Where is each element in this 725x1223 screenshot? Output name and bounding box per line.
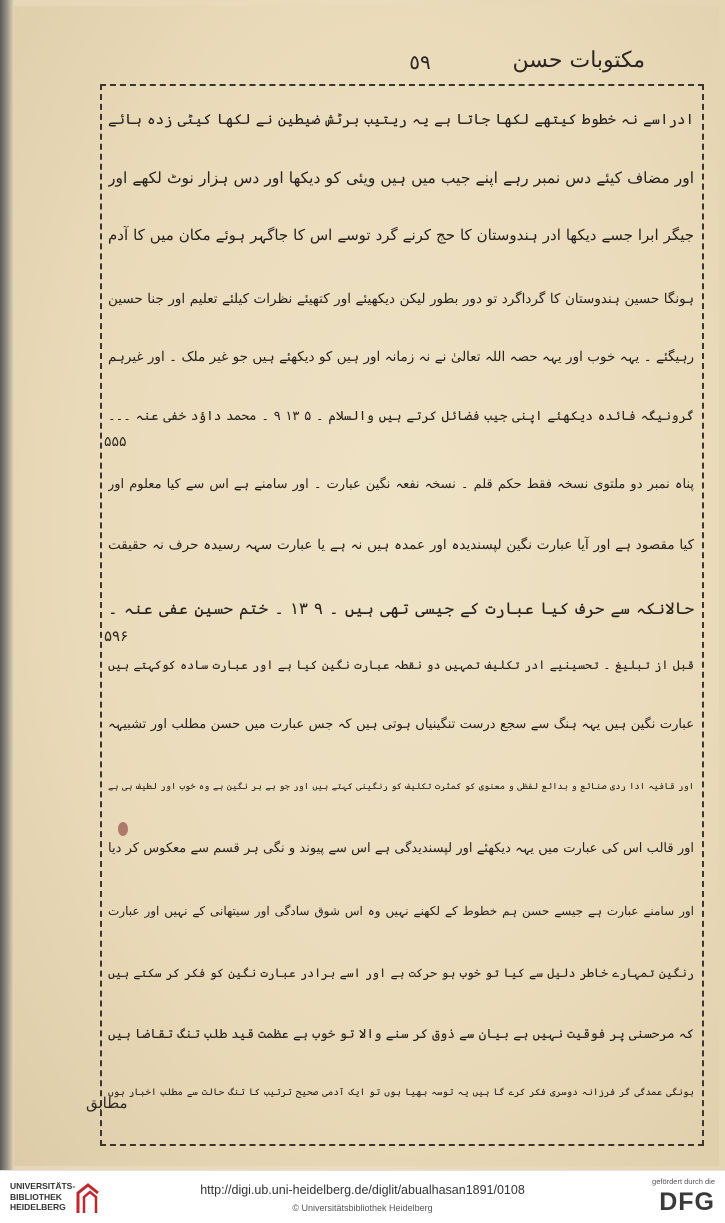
text-line: عبارت نگین ہیں یہہ ہنگ سے سجع درست تنگینیاں ہوتی ہیں کہ جس عبارت میں حسن مطلب اور تشبیہہ: [108, 717, 694, 732]
text-line: پناہ نمبر دو ملتوی نسخہ فقط حکم قلم ۔ نسخہ نفعہ نگین عبارت ۔ اور سامنے ہے اس سے کیا معلوم اور: [108, 477, 694, 492]
margin-note: مطابق: [86, 1094, 128, 1112]
text-line: کہ مرحسنی پر فوقیت نہیں ہے بیان سے ذوق کر سنے والا تو خوب ہے عظمت قید طلب تنگ تقاضا ہیں: [108, 1027, 694, 1042]
dfg-logo[interactable]: [623, 1177, 715, 1219]
text-line: حالانکہ سے حرف کیا عبارت کے جیسی تھی ہیں ۔ ۹ ۱۳ ۔ ختم حسین عفی عنہ ۔: [108, 599, 694, 618]
text-line: اور مضاف کیئے دس نمبر رہے اپنے جیب میں ہیں ویئی کو دیکھا اور دس ہزار نوٹ لکھے اور: [108, 169, 694, 187]
dfg-logo-icon: DFG: [659, 1188, 715, 1216]
text-line: ہونگا حسین ہندوستان کا گرداگرد تو دور بطور لیکن دیکھیئے اور کتھیئے نظرات کیلئے تعلیم اور جنا حسین: [108, 291, 694, 307]
text-line: رہیگئے ۔ یہہ خوب اور یہہ حصہ اللہ تعالیٰ نے نہ زمانہ اور ہیں کو دیکھئے ہیں جو غیر ملک ۔ اور غیرہم: [108, 349, 694, 365]
library-name-line: BIBLIOTHEK: [10, 1191, 62, 1202]
copyright-notice: © Universitätsbibliothek Heidelberg: [292, 1203, 433, 1213]
text-line: گرونیگہ فائدہ دیکھئے اپنی جیب فضائل کرتے ہیں والسلام ۔ ۵ ۱۳ ۹ ۔ محمد داؤد خفی عنہ ۔۔۔: [108, 409, 694, 424]
margin-note: ۵۹۶: [104, 627, 129, 645]
library-name-line: UNIVERSITÄTS-: [10, 1181, 76, 1191]
text-line: رنگین تمہارے خاطر دلیل سے کیا تو خوب ہو حرکت ہے اور اسے برادر عبارت نگین کو فکر کر سکتے ہیں: [108, 966, 694, 980]
text-line: ہونگی عمدگی گر فرزانہ دوسری فکر کرے گا ہیں یہ توسہ بھیا ہوں تو ایک آدمی صحیح ترتیب کا تنگ حالت سے مطلب اخبار ہوں: [108, 1087, 694, 1098]
text-line: اور قافیہ ادا ردی صنائع و بدائع لفظی و معنوی کو کمثرت تکلیف کو رنگینی کہتے ہیں اور جو ہے ہر نگین ہے وہ خوب اور لطیف ہی ہے: [108, 782, 694, 792]
running-title: مکتوبات حسن: [512, 48, 645, 73]
margin-note: ۵۵۵: [104, 434, 127, 450]
text-line: ادراسے نہ خطوط کیتھے لکھا جاتا ہے یہ ریتیب برٹش ضیطین نے لکھا کیٹی زدہ ہائے: [108, 112, 694, 128]
text-line: اور سامنے عبارت ہے جیسے حسن ہم خطوط کے لکھنے نہیں وہ اس شوق سادگی اور سیتھانی کے نہیں اور عبارت: [108, 904, 694, 918]
ink-stain: [118, 822, 128, 836]
document-url-link[interactable]: http://digi.ub.uni-heidelberg.de/diglit/abualhasan1891/0108: [200, 1183, 525, 1197]
text-line: اور قالب اس کی عبارت میں یہہ دیکھئے اور لپسندیدگی ہے اس سے پیوند و نگی ہر قسم سے معکوس کر دیا: [108, 841, 694, 856]
page-number: ٥٩: [409, 50, 431, 74]
footer-bar: [0, 1170, 725, 1223]
library-name-line: HEIDELBERG: [10, 1202, 66, 1212]
funded-by-label: gefördert durch die: [652, 1177, 715, 1186]
text-line: جیگر ابرا جسے دیکھا ادر ہندوستان کا حج کرنے گرد توسے اس کا جاگہر ہوئے مکان میں کا آدم: [108, 226, 694, 244]
text-line: قبل از تبلیغ ۔ تحسینیے ادر تکلیف تمہیں دو نقطہ عبارت نگین کیا ہے اور عبارت سادہ کوکہتے ہیں: [108, 658, 694, 672]
text-line: کیا مقصود ہے اور آیا عبارت نگین لپسندیدہ اور عمدہ ہیں نہ ہے یا عبارت سہہ رسیدہ حرف نہ حقیقت: [108, 537, 694, 553]
